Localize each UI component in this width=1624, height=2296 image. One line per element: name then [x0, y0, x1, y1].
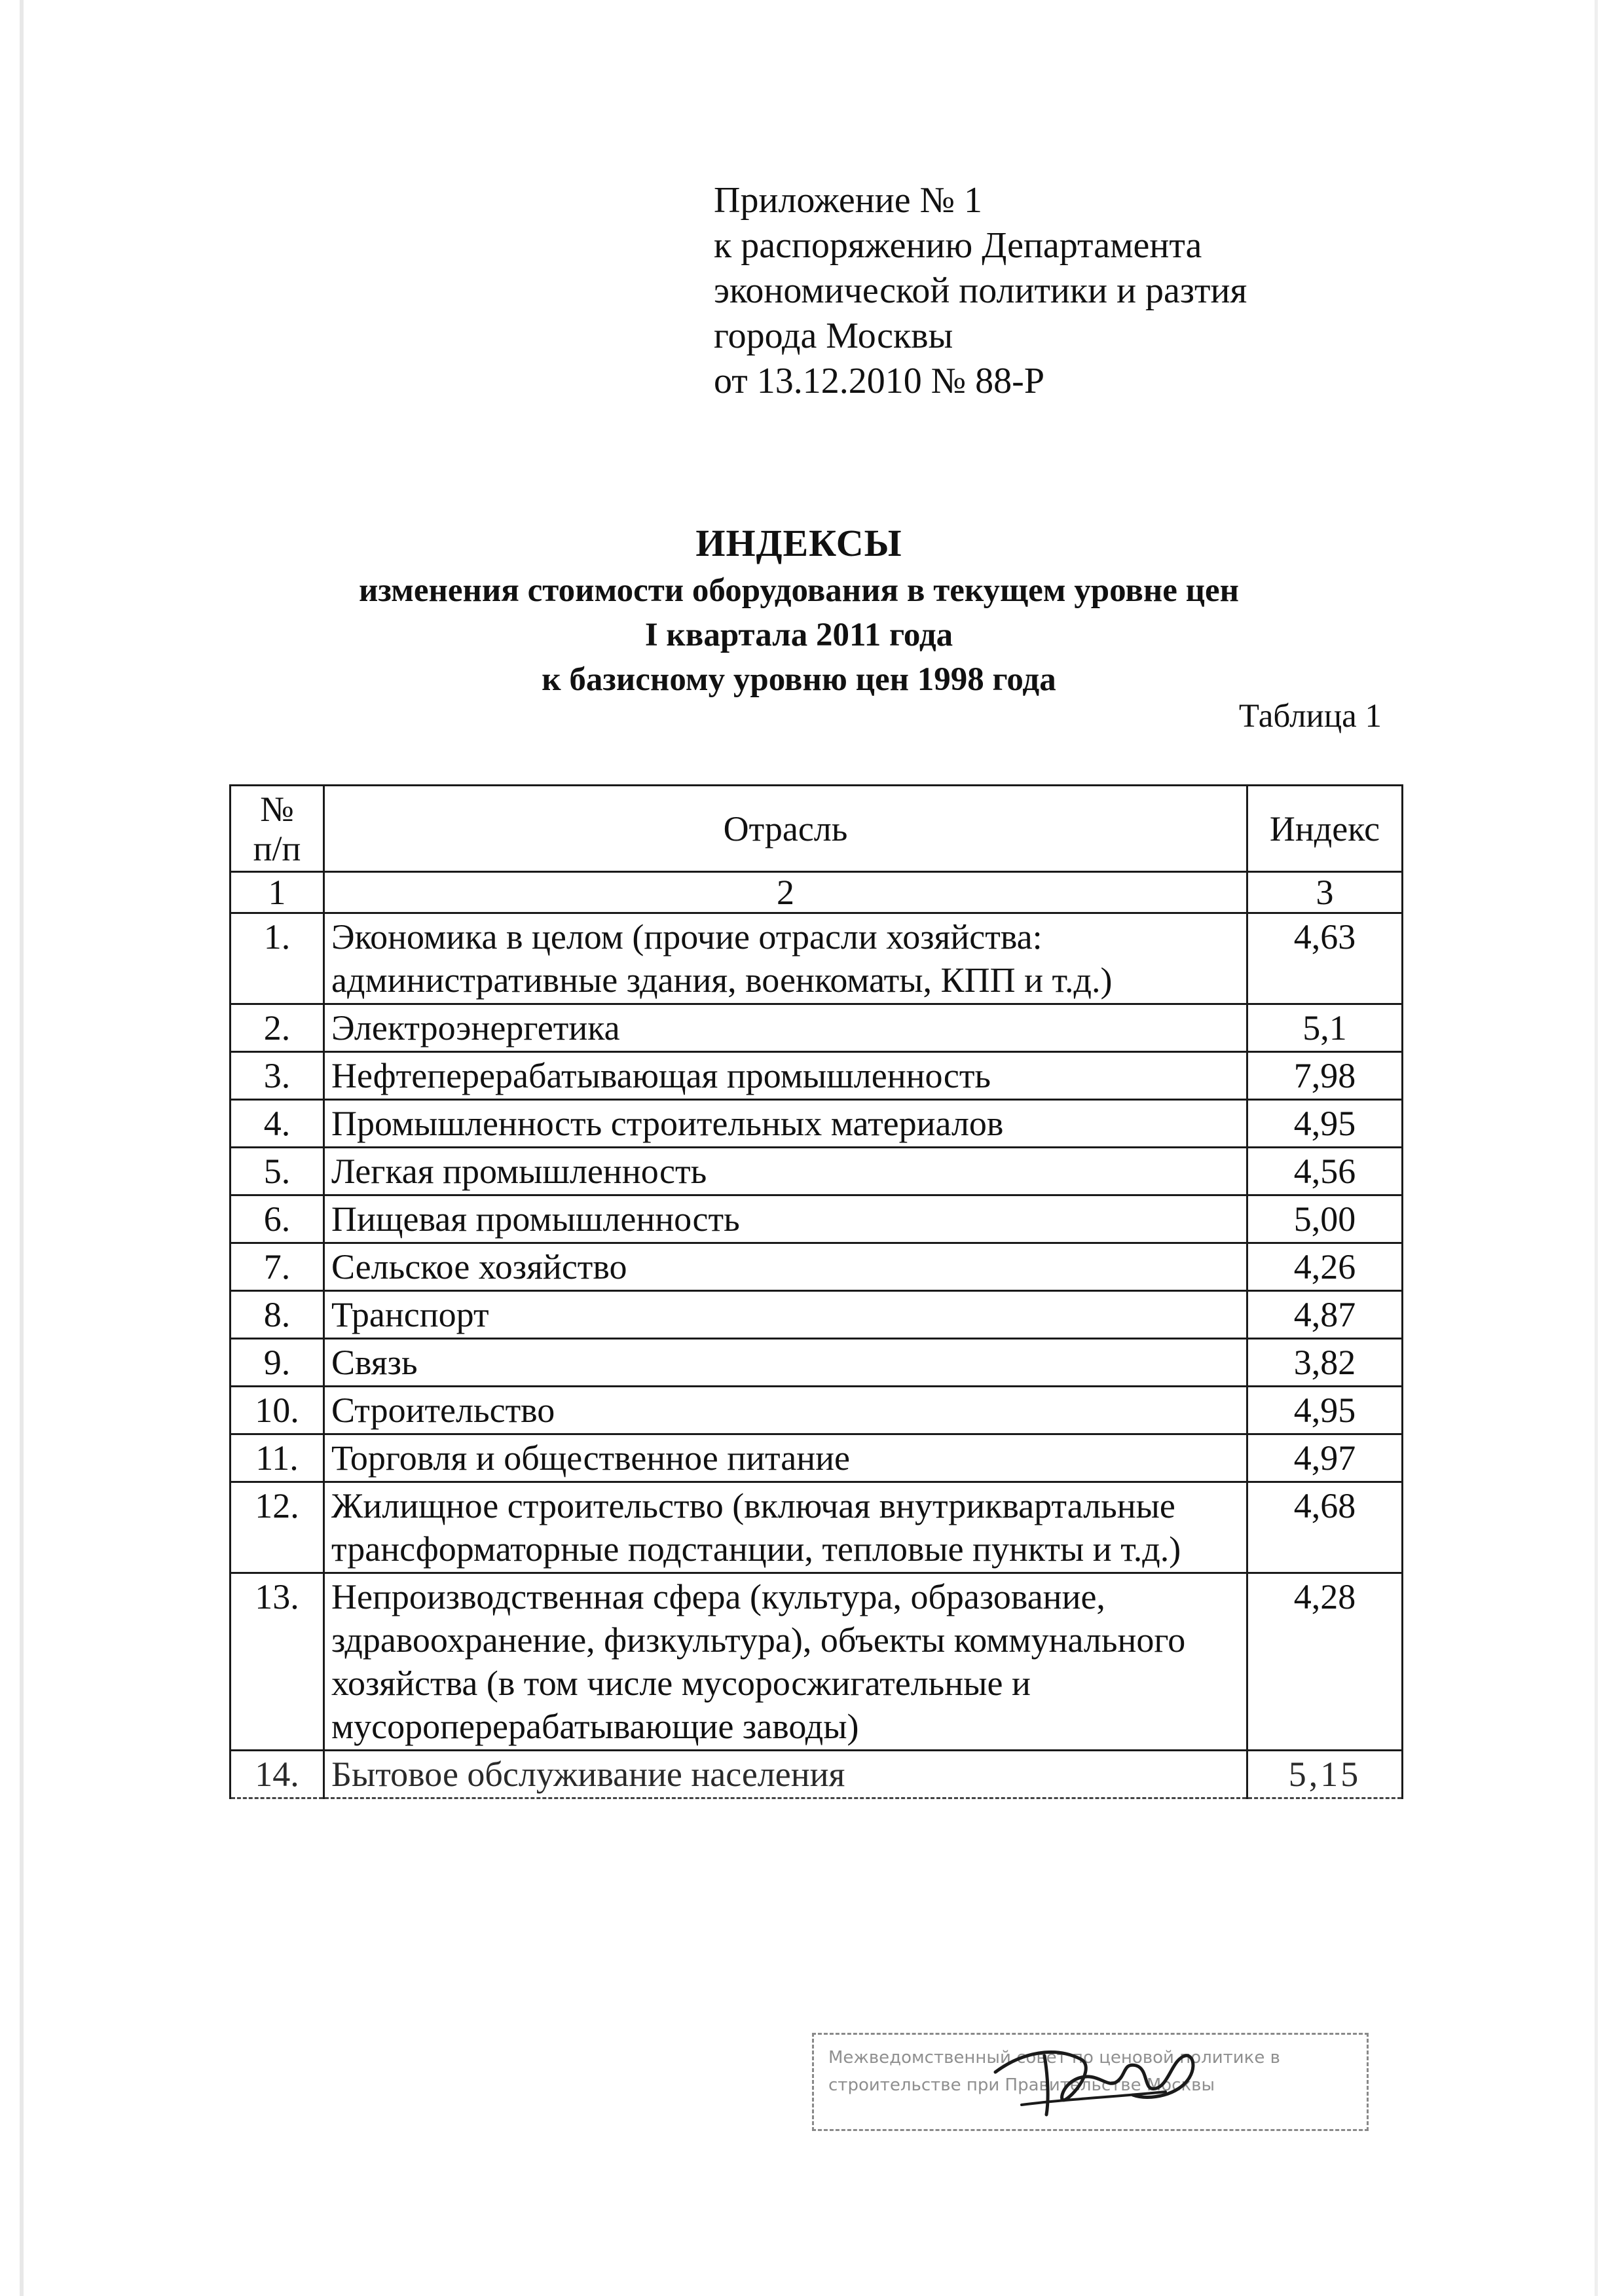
appendix-line-4: города Москвы [714, 316, 953, 356]
row-index: 4,63 [1247, 913, 1403, 1004]
appendix-line-3: экономической политики и разтия [714, 270, 1247, 311]
row-number: 10. [231, 1387, 324, 1434]
row-industry: Строительство [324, 1387, 1247, 1434]
table-caption: Таблица 1 [1238, 698, 1382, 735]
row-industry: Бытовое обслуживание населения [324, 1751, 1247, 1798]
table-row [231, 1004, 1403, 1052]
title-main: ИНДЕКСЫ [695, 522, 902, 564]
row-number: 11. [231, 1434, 324, 1482]
table-row [231, 1100, 1403, 1148]
table-row [231, 1482, 1403, 1573]
table-row [231, 1751, 1403, 1798]
appendix-line-1: Приложение № 1 [714, 180, 982, 221]
row-index: 4,56 [1247, 1148, 1403, 1195]
row-index: 4,87 [1247, 1291, 1403, 1339]
header-num [231, 786, 324, 872]
signature-icon [982, 2026, 1218, 2124]
title-line-3: к базисному уровню цен 1998 года [542, 661, 1056, 698]
column-number: 1 [231, 872, 324, 913]
header-industry: Отрасль [324, 786, 1247, 872]
row-industry: Промышленность строительных материалов [324, 1100, 1247, 1148]
row-industry: Непроизводственная сфера (культура, образование, здравоохранение, физкультура), объекты коммунального хозяйства (в том числе мусоросжигательные и мусороперерабатывающие заводы) [324, 1573, 1247, 1751]
table-row [231, 1291, 1403, 1339]
table-header-row [231, 786, 1403, 872]
appendix-line-2: к распоряжению Департамента [714, 225, 1202, 266]
row-number: 13. [231, 1573, 324, 1751]
row-number: 5. [231, 1148, 324, 1195]
row-number: 6. [231, 1195, 324, 1243]
table-row [231, 1434, 1403, 1482]
row-industry: Пищевая промышленность [324, 1195, 1247, 1243]
table-row [231, 1387, 1403, 1434]
stamp-line-1: Межведомственный совет по ценовой политике в [828, 2048, 1280, 2068]
row-index: 5,00 [1247, 1195, 1403, 1243]
table-row [231, 1052, 1403, 1100]
row-number: 14. [231, 1751, 324, 1798]
row-index: 3,82 [1247, 1339, 1403, 1387]
row-industry: Транспорт [324, 1291, 1247, 1339]
title-line-1: изменения стоимости оборудования в текущем уровне цен [358, 572, 1240, 609]
scan-edge-left [20, 0, 24, 2296]
row-index: 4,97 [1247, 1434, 1403, 1482]
row-index: 5,15 [1247, 1751, 1403, 1798]
row-index: 4,28 [1247, 1573, 1403, 1751]
row-index: 4,68 [1247, 1482, 1403, 1573]
header-num-abbrev: п/п [253, 828, 301, 868]
appendix-header [714, 178, 1247, 404]
row-industry: Связь [324, 1339, 1247, 1387]
row-number: 7. [231, 1243, 324, 1291]
row-industry: Сельское хозяйство [324, 1243, 1247, 1291]
row-index: 4,95 [1247, 1387, 1403, 1434]
row-industry: Электроэнергетика [324, 1004, 1247, 1052]
stamp-line-2: строительстве при Правительстве Москвы [828, 2075, 1215, 2095]
column-number-row [231, 872, 1403, 913]
row-industry: Экономика в целом (прочие отрасли хозяйства: административные здания, военкоматы, КПП и т.д.) [324, 913, 1247, 1004]
index-table [229, 784, 1403, 1799]
document-title [0, 519, 1598, 702]
table-row [231, 1148, 1403, 1195]
row-number: 3. [231, 1052, 324, 1100]
table-row [231, 1339, 1403, 1387]
table-row [231, 1243, 1403, 1291]
row-number: 2. [231, 1004, 324, 1052]
appendix-line-5: от 13.12.2010 № 88-Р [714, 361, 1044, 401]
row-number: 8. [231, 1291, 324, 1339]
scan-edge-right [1595, 0, 1598, 2296]
row-number: 1. [231, 913, 324, 1004]
column-number: 2 [324, 872, 1247, 913]
row-industry: Жилищное строительство (включая внутриквартальные трансформаторные подстанции, тепловые пункты и т.д.) [324, 1482, 1247, 1573]
table-row [231, 1195, 1403, 1243]
header-index: Индекс [1247, 786, 1403, 872]
title-line-2: I квартала 2011 года [644, 617, 953, 653]
row-index: 7,98 [1247, 1052, 1403, 1100]
row-index: 4,26 [1247, 1243, 1403, 1291]
column-number: 3 [1247, 872, 1403, 913]
table-row [231, 1573, 1403, 1751]
row-index: 5,1 [1247, 1004, 1403, 1052]
row-number: 9. [231, 1339, 324, 1387]
row-industry: Легкая промышленность [324, 1148, 1247, 1195]
row-number: 4. [231, 1100, 324, 1148]
table-row [231, 913, 1403, 1004]
row-industry: Нефтеперерабатывающая промышленность [324, 1052, 1247, 1100]
row-number: 12. [231, 1482, 324, 1573]
header-num-symbol: № [260, 789, 294, 829]
row-industry: Торговля и общественное питание [324, 1434, 1247, 1482]
row-index: 4,95 [1247, 1100, 1403, 1148]
